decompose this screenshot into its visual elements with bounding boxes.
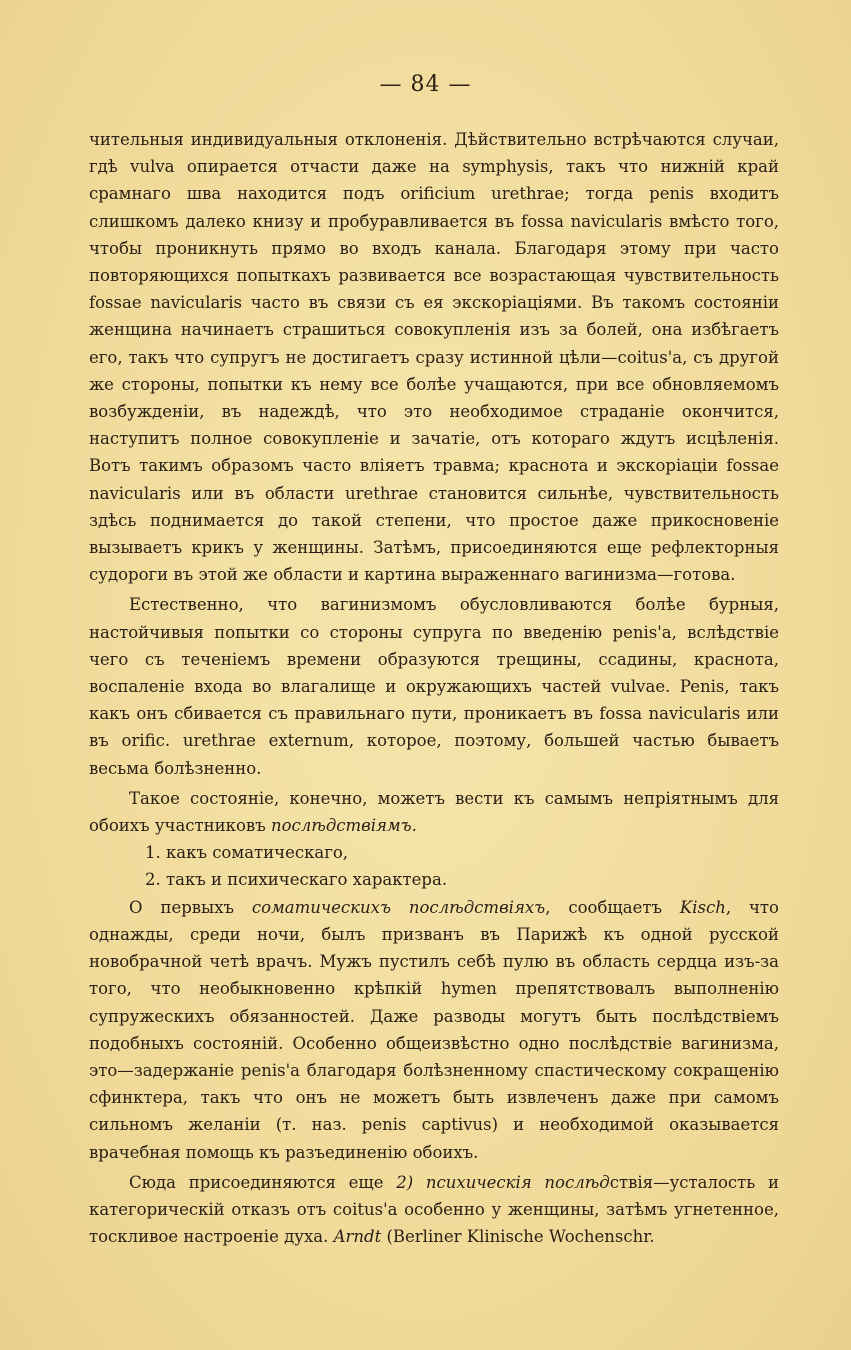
paragraph-4-text-b: , сообщаетъ (545, 897, 680, 917)
list-item-1: 1. какъ соматическаго, (145, 843, 349, 863)
paragraph-4-text-c: , что однажды, среди ночи, былъ призванъ въ Парижѣ къ одной русской новобрачной четѣ врачъ. Мужъ пустилъ себѣ пулю въ область сердца изъ-за того, что необыкновенно крѣпкій hymen препятствовалъ выполненію супружескихъ обязанностей. Даже разводы могутъ быть послѣдствіемъ подобныхъ состояній. Особенно общеизвѣстно одно послѣдствіе вагинизма, это—задержаніе penis'а благодаря болѣзненному спастическому сокращенію сфинктера, такъ что онъ не можетъ быть извлеченъ даже при самомъ сильномъ желаніи (т. наз. penis captivus) и необходимой оказывается врачебная помощь къ разъединенію обоихъ. (89, 897, 779, 1162)
paragraph-3-italic: послѣдствіямъ. (270, 816, 417, 836)
paragraph-4-italic-2: Kisch (679, 897, 726, 917)
page-number: — 84 — (379, 72, 472, 97)
paragraph-1: чительныя индивидуальныя отклоненія. Дѣйствительно встрѣчаются случаи, гдѣ vulva опирается отчасти даже на symphysis, такъ что нижній край срамнаго шва находится подъ orificium urethrae; тогда penis входитъ слишкомъ далеко книзу и пробуравливается въ fossa navicularis вмѣсто того, чтобы проникнуть прямо во входъ канала. Благодаря этому при часто повторяющихся попыткахъ развивается все возрастающая чувствительность fossae navicularis часто въ связи съ ея экскоріаціями. Въ такомъ состояніи женщина начинаетъ страшиться совокупленія изъ за болей, она избѣгаетъ его, такъ что супругъ не достигаетъ сразу истинной цѣли—coitus'а, съ другой же стороны, попытки къ нему все болѣе учащаются, при все обновляемомъ возбужденіи, въ надеждѣ, что это необходимое страданіе окончится, наступитъ полное совокупленіе и зачатіе, отъ котораго ждутъ исцѣленія. Вотъ такимъ образомъ часто вліяетъ травма; краснота и экскоріаціи fossae navicularis или въ области urethrae становится сильнѣе, чувствительность здѣсь поднимается до такой степени, что простое даже прикосновеніе вызываетъ крикъ у женщины. Затѣмъ, присоединяются еще рефлекторныя судороги въ этой же области и картина выраженнаго вагинизма—готова. (89, 130, 779, 585)
paragraph-5-text-a: Сюда присоединяются еще (129, 1172, 397, 1192)
paragraph-4-italic-1: соматическихъ послѣдствіяхъ (251, 897, 546, 917)
paragraph-5-italic-2: Arndt (333, 1227, 382, 1247)
paragraph-5 (89, 1169, 779, 1251)
paragraph-4 (89, 894, 779, 1166)
list-item-2: 2. такъ и психическаго характера. (145, 870, 448, 890)
body-text (89, 126, 779, 1250)
paragraph-5-text-c: (Berliner Klinische Wochenschr. (381, 1227, 655, 1247)
paragraph-2: Естественно, что вагинизмомъ обусловливаются болѣе бурныя, настойчивыя попытки со стороны супруга по введенію penis'а, вслѣдствіе чего съ теченіемъ времени образуются трещины, ссадины, краснота, воспаленіе входа во влагалище и окружающихъ частей vulvae. Penis, такъ какъ онъ сбивается съ правильнаго пути, проникаетъ въ fossa navicularis или въ orific. urethrae externum, которое, поэтому, большей частью бываетъ весьма болѣзненно. (89, 595, 779, 778)
paragraph-5-italic-1: 2) психическія послѣд (396, 1172, 610, 1192)
paragraph-5-text-b: ствія—усталость и категорическій отказъ отъ coitus'а особенно у женщины, затѣмъ угнетенное, тоскливое настроеніе духа. (89, 1172, 780, 1247)
paragraph-4-text-a: О первыхъ (129, 897, 252, 917)
paragraph-3 (89, 785, 779, 839)
paragraph-3-text: Такое состояніе, конечно, можетъ вести къ самымъ непріятнымъ для обоихъ участниковъ (89, 788, 779, 836)
